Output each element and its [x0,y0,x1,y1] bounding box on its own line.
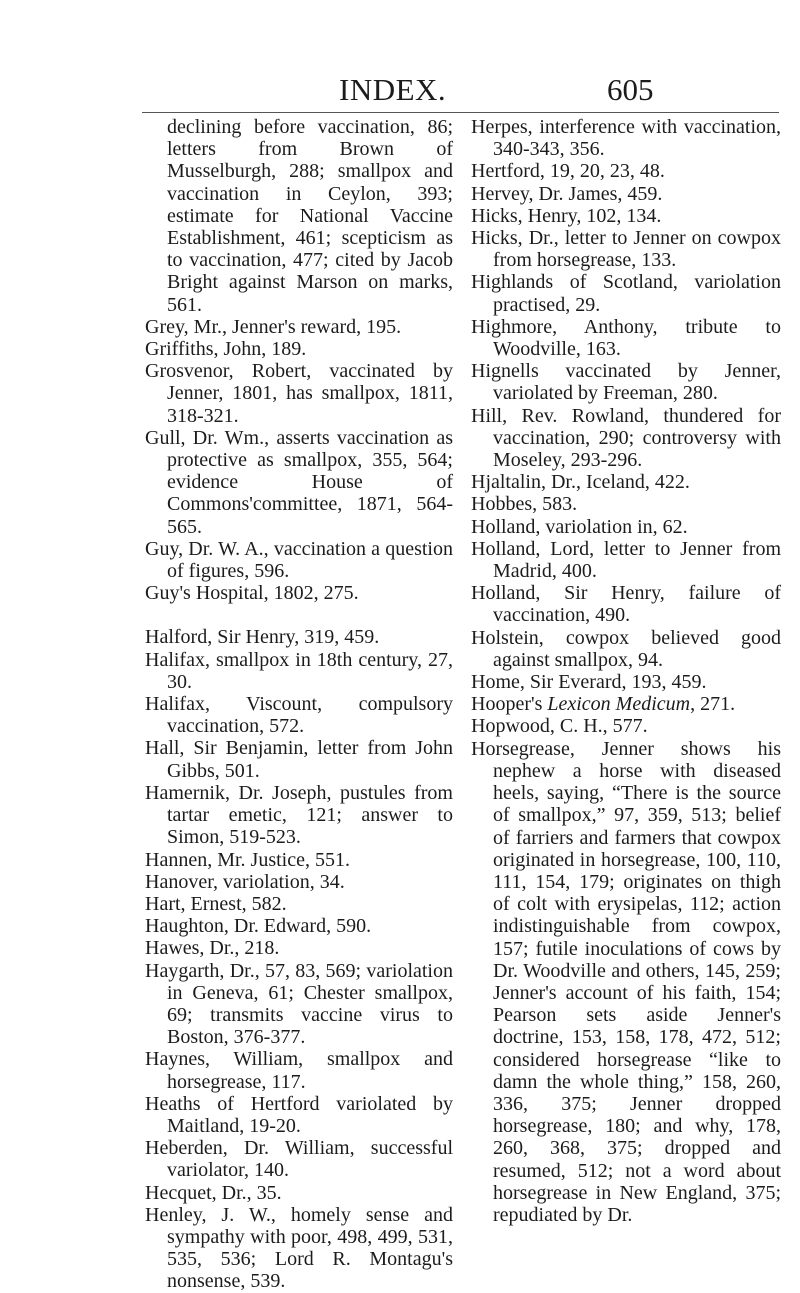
index-entry: Guy, Dr. W. A., vaccination a question of figures, 596. [145,537,453,583]
index-entry: Heberden, Dr. William, successful variolator, 140. [145,1137,453,1182]
header-rule [142,112,779,113]
page-number: 605 [607,72,654,107]
index-entry: Grosvenor, Robert, vaccinated by Jenner, 1801, has smallpox, 1811, 318-321. [145,360,453,427]
index-entry: Hill, Rev. Rowland, thundered for vaccination, 290; controversy with Moseley, 293-296. [471,404,781,472]
index-entry: Hignells vaccinated by Jenner, variolated by Freeman, 280. [471,360,781,405]
index-entry: Hecquet, Dr., 35. [145,1181,282,1204]
index-entry: Halford, Sir Henry, 319, 459. [145,626,380,649]
index-entry: Griffiths, John, 189. [145,338,307,361]
index-entry: Hamernik, Dr. Joseph, pustules from tartar emetic, 121; answer to Simon, 519-523. [145,781,453,849]
index-entry: Hopwood, C. H., 577. [471,715,648,738]
index-entry: Haygarth, Dr., 57, 83, 569; variolation in Geneva, 61; Chester smallpox, 69; transmits vaccine virus to Boston, 376-377. [145,959,453,1049]
index-entry: Halifax, Viscount, compulsory vaccination, 572. [145,693,453,738]
index-entry: Hart, Ernest, 582. [145,892,287,915]
index-entry: Hervey, Dr. James, 459. [471,182,663,205]
entry-gap [145,604,453,626]
index-entry: Holland, variolation in, 62. [471,515,688,538]
index-entry: Hawes, Dr., 218. [145,937,280,960]
index-entry: Gull, Dr. Wm., asserts vaccination as protective as smallpox, 355, 564; evidence House of Commons'committee, 1871, 564-565. [145,426,453,538]
index-entry: Halifax, smallpox in 18th century, 27, 30. [145,648,453,693]
index-entry: Herpes, interference with vaccination, 340-343, 356. [471,116,781,161]
index-entry: Horsegrease, Jenner shows his nephew a horse with diseased heels, saying, “There is the source of smallpox,” 97, 359, 513; belief of farriers and farmers that cowpox originated in horsegrease, 100, 110, 111, 154, 179; originates on thigh of colt with erysipelas, 112; action indistinguishable from cowpox, 157; futile inoculations of cows by Dr. Woodville and others, 145, 259; Jenner's account of his faith, 154; Pearson sets aside Jenner's doctrine, 153, 158, 178, 472, 512; considered horsegrease “like to damn the whole thing,” 158, 260, 336, 375; Jenner dropped horsegrease, 180; and why, 178, 260, 368, 375; dropped and resumed, 512; not a word about horsegrease in New England, 375; repudiated by Dr. [471,737,781,1226]
index-entry: Hjaltalin, Dr., Iceland, 422. [471,471,690,494]
index-entry: Grey, Mr., Jenner's reward, 195. [145,315,402,338]
index-entry: Hobbes, 583. [471,493,578,516]
index-entry: Holstein, cowpox believed good against smallpox, 94. [471,626,781,671]
index-column-right [471,116,781,1226]
index-entry: Hanover, variolation, 34. [145,870,345,893]
index-entry: Hooper's Lexicon Medicum, 271. [471,693,736,716]
index-entry: Highlands of Scotland, variolation practised, 29. [471,271,781,316]
index-entry: Haynes, William, smallpox and horsegrease, 117. [145,1048,453,1093]
index-column-left [145,116,453,1293]
page-header [0,70,800,110]
index-entry: Heaths of Hertford variolated by Maitland, 19-20. [145,1092,453,1137]
index-entry: Holland, Lord, letter to Jenner from Madrid, 400. [471,537,781,583]
index-entry: Hall, Sir Benjamin, letter from John Gibbs, 501. [145,737,453,782]
index-entry: Hannen, Mr. Justice, 551. [145,848,350,871]
page-title: INDEX. [339,72,447,107]
index-entry: Home, Sir Everard, 193, 459. [471,671,707,694]
index-entry: Holland, Sir Henry, failure of vaccination, 490. [471,582,781,627]
index-entry: Hicks, Henry, 102, 134. [471,204,662,227]
index-entry: declining before vaccination, 86; letters from Brown of Musselburgh, 288; smallpox and vaccination in Ceylon, 393; estimate for National Vaccine Establishment, 461; scepticism as to vaccination, 477; cited by Jacob Bright against Marson on marks, 561. [167,116,453,316]
index-entry: Hicks, Dr., letter to Jenner on cowpox from horsegrease, 133. [471,227,781,272]
index-entry: Haughton, Dr. Edward, 590. [145,915,372,938]
index-entry: Guy's Hospital, 1802, 275. [145,582,359,605]
italic-title: Lexicon Medicum [547,693,691,716]
index-entry: Hertford, 19, 20, 23, 48. [471,160,665,183]
index-entry: Henley, J. W., homely sense and sympathy with poor, 498, 499, 531, 535, 536; Lord R. Montagu's nonsense, 539. [145,1203,453,1293]
index-entry: Highmore, Anthony, tribute to Woodville, 163. [471,315,781,361]
